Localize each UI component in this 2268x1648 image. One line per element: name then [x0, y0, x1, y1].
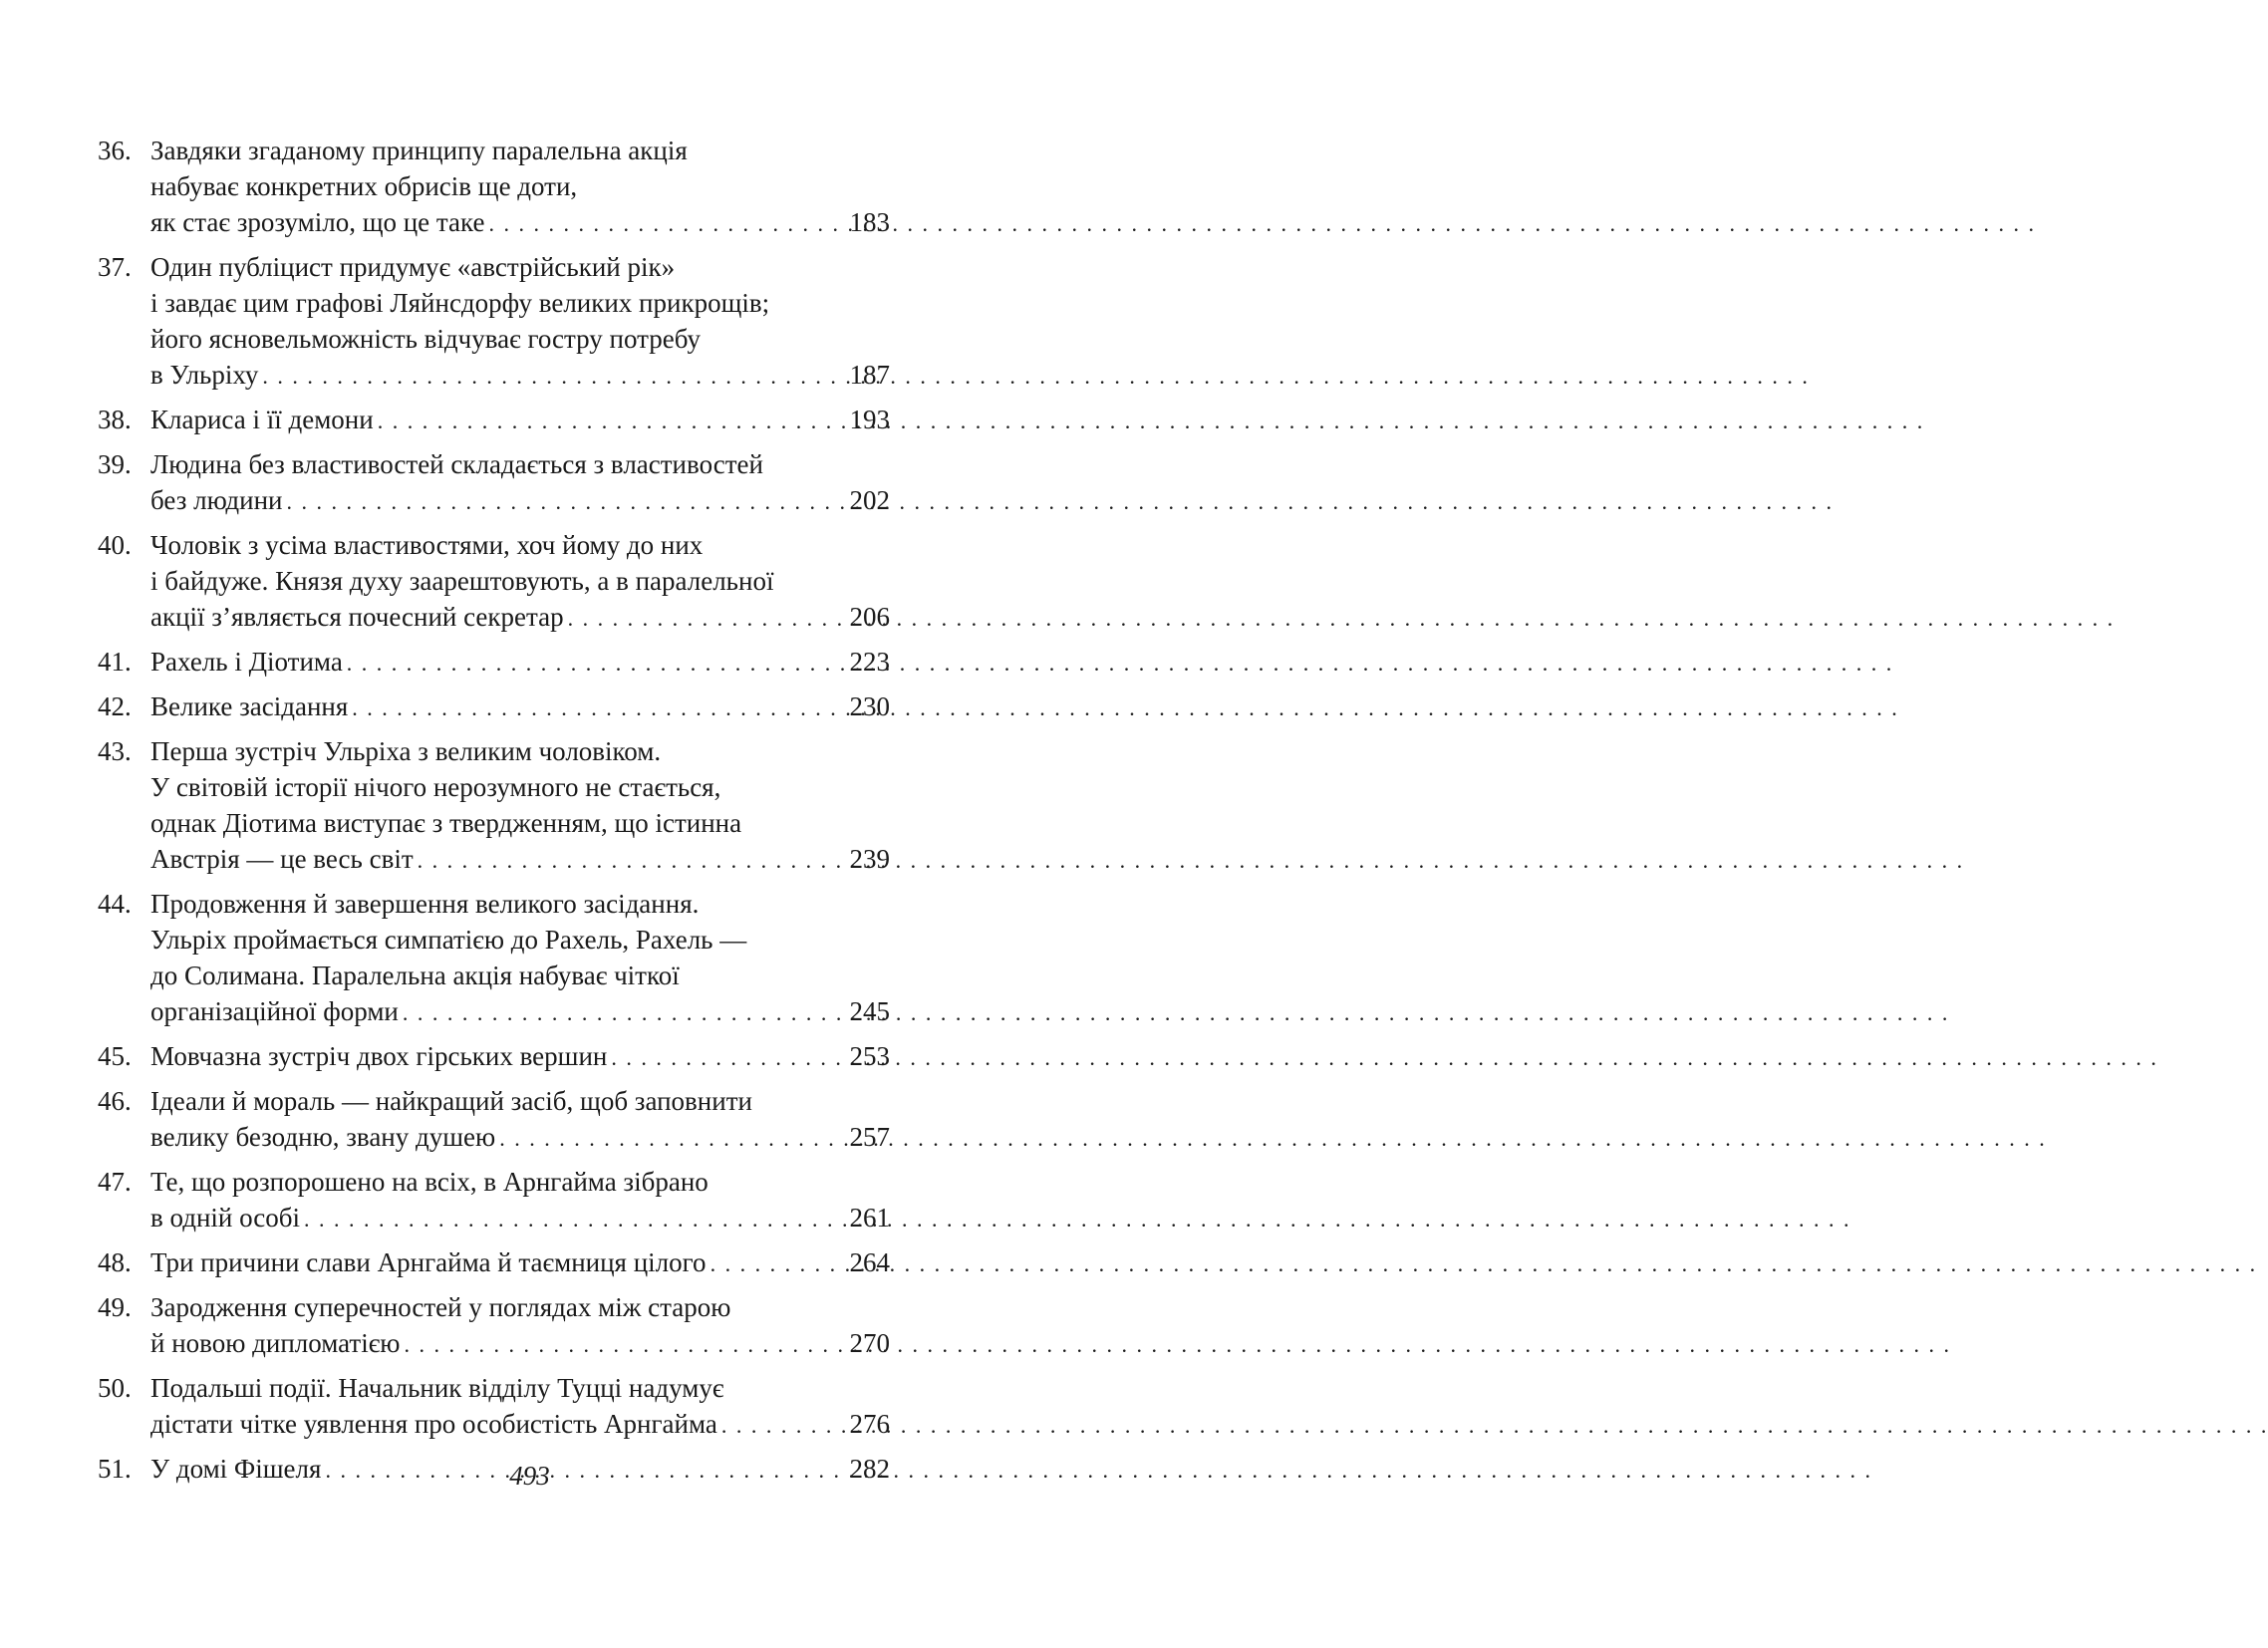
title-line	[150, 644, 890, 682]
chapter-number: 47.	[98, 1167, 132, 1197]
title-line: Ідеали й мораль — найкращий засіб, щоб заповнити	[150, 1086, 752, 1116]
chapter-number: 49.	[98, 1292, 132, 1322]
title-line	[150, 841, 890, 879]
page-reference: 253	[849, 1041, 890, 1071]
chapter-title	[150, 733, 890, 879]
toc-entry	[98, 446, 890, 520]
dot-leader	[304, 1202, 845, 1237]
title-line: і завдає цим графові Ляйнсдорфу великих прикрощів;	[150, 288, 770, 318]
chapter-number: 51.	[98, 1454, 132, 1484]
chapter-number: 45.	[98, 1041, 132, 1071]
chapter-title	[150, 1289, 890, 1363]
title-line: У світовій історії нічого нерозумного не стається,	[150, 772, 721, 802]
dot-leader	[404, 1327, 845, 1363]
title-line: до Солимана. Паралельна акція набуває чіткої	[150, 961, 680, 990]
chapter-title	[150, 1164, 890, 1237]
toc-entry	[98, 1164, 890, 1237]
page-reference: 257	[849, 1122, 890, 1152]
page-reference: 270	[849, 1328, 890, 1358]
title-text: без людини	[150, 485, 283, 515]
page-reference: 193	[849, 405, 890, 434]
title-line: Завдяки згаданому принципу паралельна акція	[150, 136, 688, 165]
title-line: Людина без властивостей складається з властивостей	[150, 449, 763, 479]
title-line	[150, 1325, 890, 1363]
title-line: набуває конкретних обрисів ще доти,	[150, 171, 578, 201]
title-line	[150, 1200, 890, 1237]
chapter-title	[150, 249, 890, 395]
dot-leader	[352, 690, 845, 726]
dot-leader	[418, 843, 846, 879]
title-text: Клариса і її демони	[150, 405, 374, 434]
title-line: Подальші події. Начальник відділу Туцці надумує	[150, 1373, 724, 1403]
title-line: Продовження й завершення великого засідання.	[150, 889, 700, 919]
page-reference: 202	[849, 485, 890, 515]
toc-entry	[98, 133, 890, 242]
chapter-title	[150, 1244, 890, 1282]
dot-leader	[262, 359, 845, 395]
title-line: однак Діотима виступає з твердженням, що істинна	[150, 808, 742, 838]
title-line	[150, 1038, 890, 1076]
chapter-number: 46.	[98, 1086, 132, 1116]
title-text: велику безодню, звану душею	[150, 1122, 496, 1152]
title-text: Велике засідання	[150, 691, 349, 721]
toc-entry	[98, 1244, 890, 1282]
chapter-title	[150, 644, 890, 682]
chapter-number: 42.	[98, 691, 132, 721]
chapter-title	[150, 688, 890, 726]
title-text: Три причини слави Арнгайма й таємниця цілого	[150, 1247, 707, 1277]
title-line: Ульріх проймається симпатією до Рахель, Рахель —	[150, 925, 747, 955]
chapter-number: 38.	[98, 405, 132, 434]
dot-leader	[611, 1040, 845, 1076]
title-line: і байдуже. Князя духу заарештовують, а в паралельної	[150, 566, 774, 596]
title-text: організаційної форми	[150, 996, 399, 1026]
page-reference: 282	[849, 1454, 890, 1484]
dot-leader	[499, 1121, 845, 1157]
title-line	[150, 402, 890, 439]
chapter-number: 36.	[98, 136, 132, 165]
dot-leader	[378, 404, 846, 439]
title-text: в Ульріху	[150, 360, 259, 390]
page-reference: 187	[849, 360, 890, 390]
chapter-number: 39.	[98, 449, 132, 479]
chapter-title	[150, 1370, 890, 1444]
title-text: в одній особі	[150, 1203, 301, 1233]
title-line: Зародження суперечностей у поглядах між старою	[150, 1292, 731, 1322]
dot-leader	[347, 646, 846, 682]
chapter-number: 50.	[98, 1373, 132, 1403]
chapter-number: 48.	[98, 1247, 132, 1277]
toc-entry	[98, 1083, 890, 1157]
toc-entry	[98, 402, 890, 439]
page-reference: 264	[849, 1247, 890, 1277]
toc-entry	[98, 1289, 890, 1363]
toc-entry	[98, 644, 890, 682]
chapter-title	[150, 402, 890, 439]
chapter-title	[150, 446, 890, 520]
title-text: Рахель і Діотима	[150, 647, 343, 677]
title-line	[150, 204, 890, 242]
page-reference: 230	[849, 691, 890, 721]
dot-leader	[488, 206, 845, 242]
page-reference: 239	[849, 844, 890, 874]
title-line	[150, 1406, 890, 1444]
title-line	[150, 1119, 890, 1157]
dot-leader	[710, 1246, 846, 1282]
dot-leader	[568, 601, 846, 637]
title-text: й новою дипломатією	[150, 1328, 401, 1358]
page-reference: 223	[849, 647, 890, 677]
title-line	[150, 482, 890, 520]
toc-entry	[98, 1370, 890, 1444]
title-text: як стає зрозуміло, що це таке	[150, 207, 485, 237]
title-line	[150, 599, 890, 637]
title-text: дістати чітке уявлення про особистість Арнгайма	[150, 1409, 717, 1439]
title-line	[150, 688, 890, 726]
toc-entry	[98, 1038, 890, 1076]
chapter-number: 43.	[98, 736, 132, 766]
page-reference: 261	[849, 1203, 890, 1233]
page-reference: 183	[849, 207, 890, 237]
title-line: його ясновельможність відчуває гостру потребу	[150, 324, 701, 354]
chapter-title	[150, 133, 890, 242]
page-reference: 206	[849, 602, 890, 632]
toc-entry	[98, 249, 890, 395]
chapter-number: 40.	[98, 530, 132, 560]
page-number: 493	[509, 1461, 550, 1491]
chapter-title	[150, 886, 890, 1031]
chapter-title	[150, 527, 890, 637]
title-line: Чоловік з усіма властивостями, хоч йому до них	[150, 530, 704, 560]
title-text: акції з’являється почесний секретар	[150, 602, 564, 632]
chapter-title	[150, 1083, 890, 1157]
title-line	[150, 1244, 890, 1282]
title-line: Те, що розпорошено на всіх, в Арнгайма зібрано	[150, 1167, 709, 1197]
toc-entry	[98, 733, 890, 879]
title-line	[150, 993, 890, 1031]
title-text: Мовчазна зустріч двох гірських вершин	[150, 1041, 608, 1071]
chapter-number: 37.	[98, 252, 132, 282]
table-of-contents	[98, 133, 890, 1496]
toc-entry	[98, 688, 890, 726]
title-text: Австрія — це весь світ	[150, 844, 414, 874]
dot-leader	[721, 1408, 846, 1444]
page-reference: 245	[849, 996, 890, 1026]
chapter-number: 41.	[98, 647, 132, 677]
title-text: У домі Фішеля	[150, 1454, 322, 1484]
dot-leader	[286, 484, 845, 520]
chapter-number: 44.	[98, 889, 132, 919]
toc-entry	[98, 886, 890, 1031]
title-line	[150, 357, 890, 395]
dot-leader	[403, 995, 846, 1031]
toc-entry	[98, 527, 890, 637]
chapter-title	[150, 1038, 890, 1076]
title-line: Перша зустріч Ульріха з великим чоловіком.	[150, 736, 662, 766]
title-line: Один публіцист придумує «австрійський рік»	[150, 252, 676, 282]
page-reference: 276	[849, 1409, 890, 1439]
